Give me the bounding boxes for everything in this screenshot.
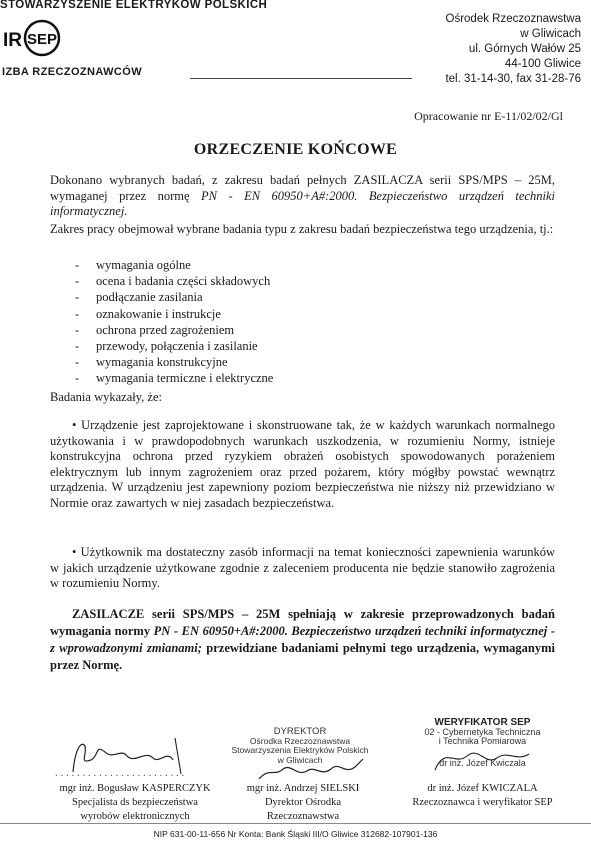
verifier-stamp: WERYFIKATOR SEP 02 - Cybernetyka Techniczna i Technika Pomiarowa dr inż. Józef Kwiczala <box>424 717 541 768</box>
signatory-role: Rzeczoznawca i weryfikator SEP <box>412 797 553 808</box>
finding-1: • Urządzenie jest zaprojektowane i skonstruowane tak, że w każdych warunkach normalnego użytkowania i w prawdopodobnych warunkach uszkodzenia, w rozumieniu Normy, istnieje konstrukcyjna ochrona przed ryzykiem obrażeń osobistych spowodowanych porażeniem elektrycznym lub innym zagrożeniem oraz przed pożarem, który mógłby powstać wewnątrz urządzenia. W urządzeniu jest zapewniony poziom bezpieczeństwa nie niższy niż przewidziano w Normie oraz zawartych w niej zasadach bezpieczeństwa. <box>50 418 555 510</box>
signatory-name: mgr inż. Bogusław KASPERCZYK <box>59 783 211 794</box>
address-line: Ośrodek Rzeczoznawstwa <box>445 13 581 25</box>
list-item: - oznakowanie i instrukcje <box>75 306 221 321</box>
footer-bank-details: NIP 631-00-11-656 Nr Konta: Bank Śląski III/O Gliwice 312682-107901-136 <box>153 829 438 839</box>
standard-reference: PN - EN 60950+A#:2000. Bezpieczeństwo urządzeń techniki informatycznej - z wprowadzonymi zmianami; <box>50 624 555 655</box>
address-line: tel. 31-14-30, fax 31-28-76 <box>445 73 581 85</box>
signatory-role: Specjalista ds bezpieczeństwa <box>72 797 198 808</box>
list-item: - przewody, połączenia i zasilanie <box>75 339 258 354</box>
footer-divider <box>0 823 591 824</box>
sep-logo <box>2 18 62 58</box>
director-stamp: DYREKTOR Ośrodka Rzeczoznawstwa Stowarzyszenia Elektryków Polskich w Gliwicach <box>231 726 369 765</box>
signatory-role: Dyrektor Ośrodka <box>264 797 342 808</box>
list-item: - podłączanie zasilania <box>75 290 203 305</box>
right-signatory <box>395 782 570 810</box>
left-signatory <box>50 782 220 824</box>
chamber-name: IZBA RZECZOZNAWCÓW <box>2 66 142 78</box>
intro-text: Dokonano wybranych badań, z zakresu badań pełnych ZASILACZA serii SPS/MPS – 25M, wymaganej przez normę <box>50 173 555 203</box>
list-item: - wymagania termiczne i elektryczne <box>75 371 274 386</box>
center-signatory <box>228 782 378 824</box>
office-address <box>445 12 581 87</box>
right-signature <box>425 740 545 776</box>
address-line: w Gliwicach <box>520 28 581 40</box>
signatory-name: mgr inż. Andrzej SIELSKI <box>246 783 360 794</box>
finding-2: • Użytkownik ma dostateczny zasób informacji na temat konieczności zapewnienia warunków w jakich urządzenie użytkowane zgodnie z zaleceniem producenta nie będzie stanowiło zagrożenia w rozumieniu Normy. <box>50 545 555 591</box>
address-line: ul. Górnych Wałów 25 <box>468 43 581 55</box>
address-line: 44-100 Gliwice <box>504 58 581 70</box>
results-intro: Badania wykazały, że: <box>50 390 162 404</box>
scope-paragraph: Zakres pracy obejmował wybrane badania typu z zakresu badań bezpieczeństwa tego urządzenia, tj.: <box>50 222 554 236</box>
list-item: - wymagania ogólne <box>75 258 191 272</box>
intro-paragraph <box>50 173 555 220</box>
header-divider <box>190 78 412 79</box>
standard-reference: PN - EN 60950+A#:2000. Bezpieczeństwo urządzeń techniki informatycznej. <box>50 188 555 219</box>
list-item: - ocena i badania części składowych <box>75 274 271 289</box>
signatory-role: Rzeczoznawstwa <box>266 811 340 822</box>
document-title: ORZECZENIE KOŃCOWE <box>193 141 398 158</box>
signatory-name: dr inż. Józef KWICZALA <box>427 783 538 794</box>
list-item: - wymagania konstrukcyjne <box>75 355 228 370</box>
svg-text:. . . . . . . . . . . . . . .: . . . . . . . . . . . . . . . . . . . . . . . . <box>55 767 185 778</box>
bullet-icon: • <box>72 545 81 559</box>
scope-list <box>75 257 273 387</box>
document-number: Opracowanie nr E-11/02/02/Gl <box>414 109 563 123</box>
center-signature <box>255 757 375 783</box>
left-signature <box>55 730 205 778</box>
association-name: STOWARZYSZENIE ELEKTRYKÓW POLSKICH <box>0 0 268 11</box>
list-item: - ochrona przed zagrożeniem <box>75 322 235 337</box>
conclusion: ZASILACZE serii SPS/MPS – 25M spełniają w zakresie przeprowadzonych badań wymagania normy PN - EN 60950+A#:2000. Bezpieczeństwo urządzeń techniki informatycznej - z wprowadzonymi zmianami; przewidziane badaniami pełnymi tego urządzenia, wymaganymi przez Normę. <box>50 607 555 672</box>
signatory-role: wyrobów elektronicznych <box>80 811 190 822</box>
logo-text: SEP <box>26 31 58 48</box>
logo-prefix: IR <box>3 30 22 51</box>
bullet-icon: • <box>72 418 82 432</box>
